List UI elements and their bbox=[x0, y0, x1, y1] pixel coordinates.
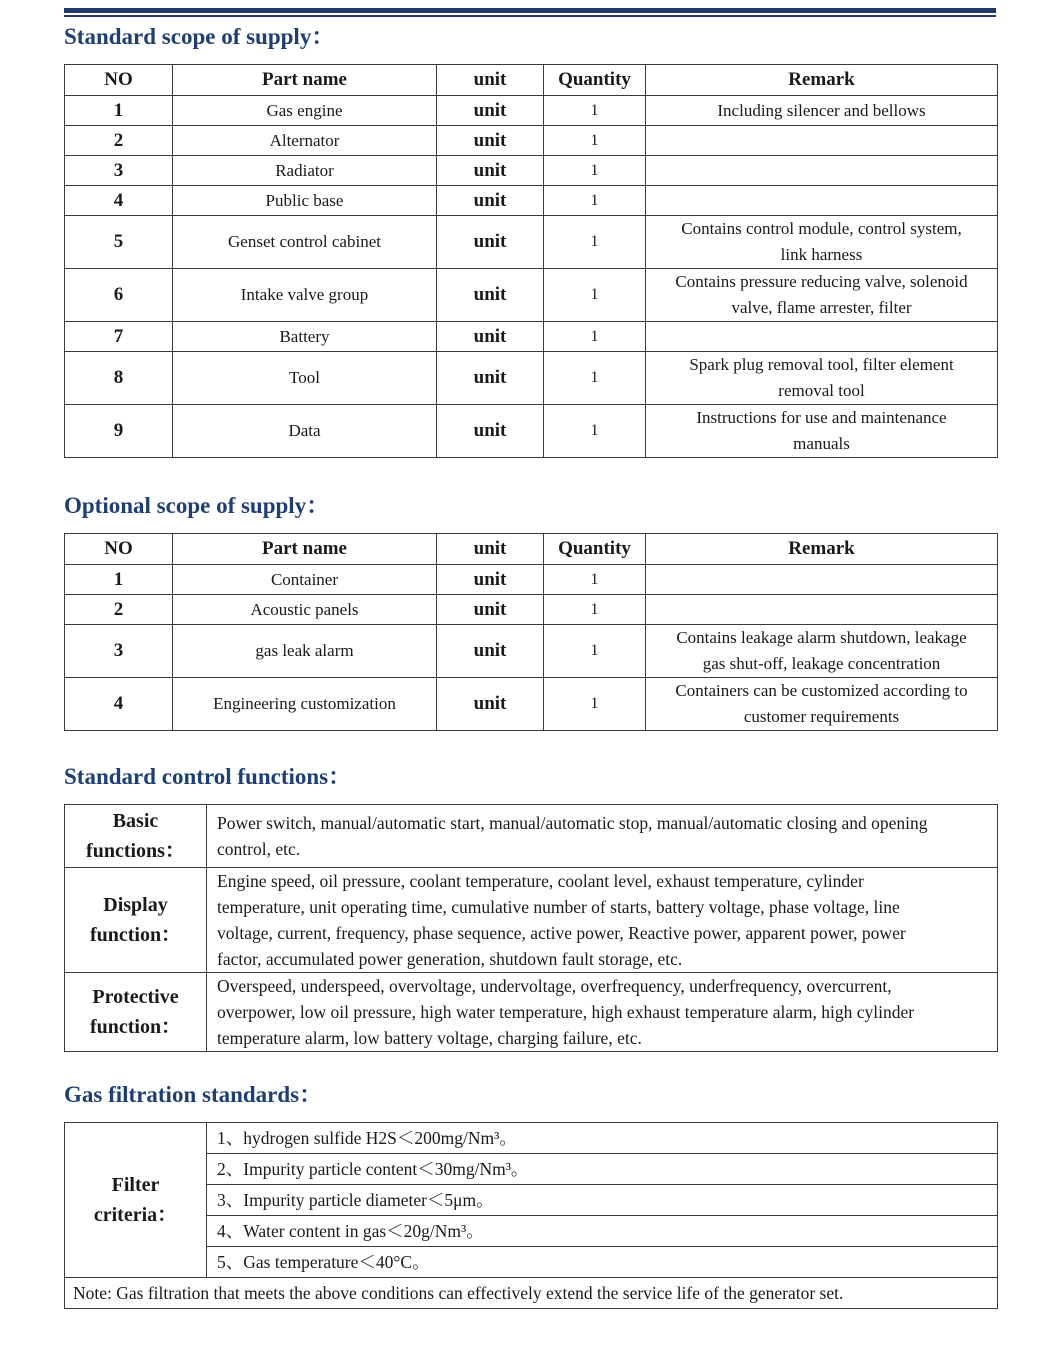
table-row bbox=[65, 156, 998, 186]
remark-cell bbox=[646, 96, 998, 126]
remark-cell bbox=[646, 625, 998, 678]
header-no: NO bbox=[65, 65, 173, 96]
table-row bbox=[65, 216, 998, 269]
part-name: Public base bbox=[173, 186, 437, 216]
filter-note: Note: Gas filtration that meets the above conditions can effectively extend the service life of the generator set. bbox=[65, 1278, 998, 1309]
table-row bbox=[65, 595, 998, 625]
row-number: 9 bbox=[65, 405, 173, 458]
optional-supply-body bbox=[65, 565, 998, 731]
unit-cell: unit bbox=[437, 156, 544, 186]
quantity-cell: 1 bbox=[544, 269, 646, 322]
unit-cell: unit bbox=[437, 186, 544, 216]
remark-line: Contains pressure reducing valve, solenoid bbox=[675, 272, 968, 291]
header-remark: Remark bbox=[646, 65, 998, 96]
row-number: 1 bbox=[65, 96, 173, 126]
row-number: 6 bbox=[65, 269, 173, 322]
header-rule-thin bbox=[64, 15, 996, 17]
part-name: Gas engine bbox=[173, 96, 437, 126]
remark-cell bbox=[646, 269, 998, 322]
header-part-name: Part name bbox=[173, 534, 437, 565]
quantity-cell: 1 bbox=[544, 186, 646, 216]
remark-cell bbox=[646, 216, 998, 269]
quantity-cell: 1 bbox=[544, 216, 646, 269]
table-row bbox=[65, 186, 998, 216]
control-row-basic bbox=[65, 805, 998, 868]
row-number: 3 bbox=[65, 156, 173, 186]
table-row bbox=[65, 565, 998, 595]
part-name: Genset control cabinet bbox=[173, 216, 437, 269]
standard-supply-body bbox=[65, 96, 998, 458]
header-part-name: Part name bbox=[173, 65, 437, 96]
quantity-cell: 1 bbox=[544, 565, 646, 595]
row-number: 1 bbox=[65, 565, 173, 595]
unit-cell: unit bbox=[437, 322, 544, 352]
quantity-cell: 1 bbox=[544, 156, 646, 186]
header-quantity: Quantity bbox=[544, 534, 646, 565]
unit-cell: unit bbox=[437, 126, 544, 156]
table-header-row bbox=[65, 65, 998, 96]
row-number: 2 bbox=[65, 595, 173, 625]
quantity-cell: 1 bbox=[544, 322, 646, 352]
remark-cell bbox=[646, 678, 998, 731]
remark-line: Containers can be customized according to bbox=[675, 681, 968, 700]
header-no: NO bbox=[65, 534, 173, 565]
remark-cell bbox=[646, 565, 998, 595]
row-number: 7 bbox=[65, 322, 173, 352]
row-number: 5 bbox=[65, 216, 173, 269]
quantity-cell: 1 bbox=[544, 352, 646, 405]
header-remark: Remark bbox=[646, 534, 998, 565]
gas-filtration-table bbox=[64, 1122, 998, 1309]
control-functions-table bbox=[64, 804, 998, 1052]
remark-line: gas shut-off, leakage concentration bbox=[702, 654, 941, 673]
remark-cell bbox=[646, 322, 998, 352]
filter-row bbox=[65, 1123, 998, 1154]
table-row bbox=[65, 625, 998, 678]
filter-item: 2、Impurity particle content＜30mg/Nm³。 bbox=[207, 1154, 998, 1185]
filter-note-row bbox=[65, 1278, 998, 1309]
part-name: gas leak alarm bbox=[173, 625, 437, 678]
remark-line: manuals bbox=[793, 434, 850, 453]
remark-line: Including silencer and bellows bbox=[717, 100, 926, 120]
header-rule-thick bbox=[64, 8, 996, 13]
control-label-protective: Protective function： bbox=[65, 973, 207, 1052]
quantity-cell: 1 bbox=[544, 625, 646, 678]
remark-cell bbox=[646, 405, 998, 458]
table-row bbox=[65, 269, 998, 322]
part-name: Engineering customization bbox=[173, 678, 437, 731]
table-header-row bbox=[65, 534, 998, 565]
table-row bbox=[65, 352, 998, 405]
unit-cell: unit bbox=[437, 269, 544, 322]
remark-line: Instructions for use and maintenance bbox=[696, 408, 947, 427]
quantity-cell: 1 bbox=[544, 595, 646, 625]
remark-line: Spark plug removal tool, filter element bbox=[689, 355, 954, 374]
part-name: Radiator bbox=[173, 156, 437, 186]
table-row bbox=[65, 322, 998, 352]
filter-item: 3、Impurity particle diameter＜5μm。 bbox=[207, 1185, 998, 1216]
quantity-cell: 1 bbox=[544, 405, 646, 458]
quantity-cell: 1 bbox=[544, 678, 646, 731]
remark-line: removal tool bbox=[778, 381, 865, 400]
unit-cell: unit bbox=[437, 678, 544, 731]
remark-line: link harness bbox=[780, 245, 863, 264]
part-name: Data bbox=[173, 405, 437, 458]
row-number: 2 bbox=[65, 126, 173, 156]
filter-item: 4、Water content in gas＜20g/Nm³。 bbox=[207, 1216, 998, 1247]
row-number: 3 bbox=[65, 625, 173, 678]
part-name: Tool bbox=[173, 352, 437, 405]
remark-line: customer requirements bbox=[743, 707, 900, 726]
remark-cell bbox=[646, 595, 998, 625]
unit-cell: unit bbox=[437, 565, 544, 595]
control-row-protective bbox=[65, 973, 998, 1052]
part-name: Container bbox=[173, 565, 437, 595]
part-name: Intake valve group bbox=[173, 269, 437, 322]
gas-filtration-title: Gas filtration standards： bbox=[64, 1082, 323, 1107]
table-row bbox=[65, 126, 998, 156]
header-unit: unit bbox=[437, 65, 544, 96]
table-row bbox=[65, 405, 998, 458]
part-name: Acoustic panels bbox=[173, 595, 437, 625]
unit-cell: unit bbox=[437, 405, 544, 458]
quantity-cell: 1 bbox=[544, 96, 646, 126]
control-label-display: Display function： bbox=[65, 868, 207, 973]
remark-cell bbox=[646, 352, 998, 405]
standard-supply-title: Standard scope of supply： bbox=[64, 24, 335, 49]
unit-cell: unit bbox=[437, 595, 544, 625]
filter-item: 1、hydrogen sulfide H2S＜200mg/Nm³。 bbox=[207, 1123, 998, 1154]
control-label-basic: Basic functions： bbox=[65, 805, 207, 868]
row-number: 8 bbox=[65, 352, 173, 405]
control-row-display bbox=[65, 868, 998, 973]
header-unit: unit bbox=[437, 534, 544, 565]
row-number: 4 bbox=[65, 678, 173, 731]
unit-cell: unit bbox=[437, 216, 544, 269]
part-name: Battery bbox=[173, 322, 437, 352]
optional-supply-table bbox=[64, 533, 998, 731]
remark-cell bbox=[646, 186, 998, 216]
filter-item: 5、Gas temperature＜40°C。 bbox=[207, 1247, 998, 1278]
remark-line: Contains leakage alarm shutdown, leakage bbox=[676, 628, 967, 647]
row-number: 4 bbox=[65, 186, 173, 216]
table-row bbox=[65, 678, 998, 731]
unit-cell: unit bbox=[437, 625, 544, 678]
control-functions-title: Standard control functions： bbox=[64, 764, 352, 789]
standard-supply-table bbox=[64, 64, 998, 458]
remark-cell bbox=[646, 126, 998, 156]
remark-cell bbox=[646, 156, 998, 186]
part-name: Alternator bbox=[173, 126, 437, 156]
control-desc-display: Engine speed, oil pressure, coolant temperature, coolant level, exhaust temperature, cylinder temperature, unit operating time, cumulative number of starts, battery voltage, phase voltage, line voltage, current, frequency, phase sequence, active power, Reactive power, apparent power, power factor, accumulated power generation, shutdown fault storage, etc. bbox=[207, 868, 998, 973]
unit-cell: unit bbox=[437, 352, 544, 405]
header-quantity: Quantity bbox=[544, 65, 646, 96]
control-desc-basic: Power switch, manual/automatic start, manual/automatic stop, manual/automatic closing and opening control, etc. bbox=[207, 805, 998, 868]
filter-criteria-label: Filter criteria： bbox=[65, 1123, 207, 1278]
remark-line: Contains control module, control system, bbox=[681, 219, 962, 238]
quantity-cell: 1 bbox=[544, 126, 646, 156]
unit-cell: unit bbox=[437, 96, 544, 126]
optional-supply-title: Optional scope of supply： bbox=[64, 493, 330, 518]
remark-line: valve, flame arrester, filter bbox=[731, 298, 912, 317]
control-desc-protective: Overspeed, underspeed, overvoltage, undervoltage, overfrequency, underfrequency, overcurrent, overpower, low oil pressure, high water temperature, high exhaust temperature alarm, high cylinder temperature alarm, low battery voltage, charging failure, etc. bbox=[207, 973, 998, 1052]
table-row bbox=[65, 96, 998, 126]
